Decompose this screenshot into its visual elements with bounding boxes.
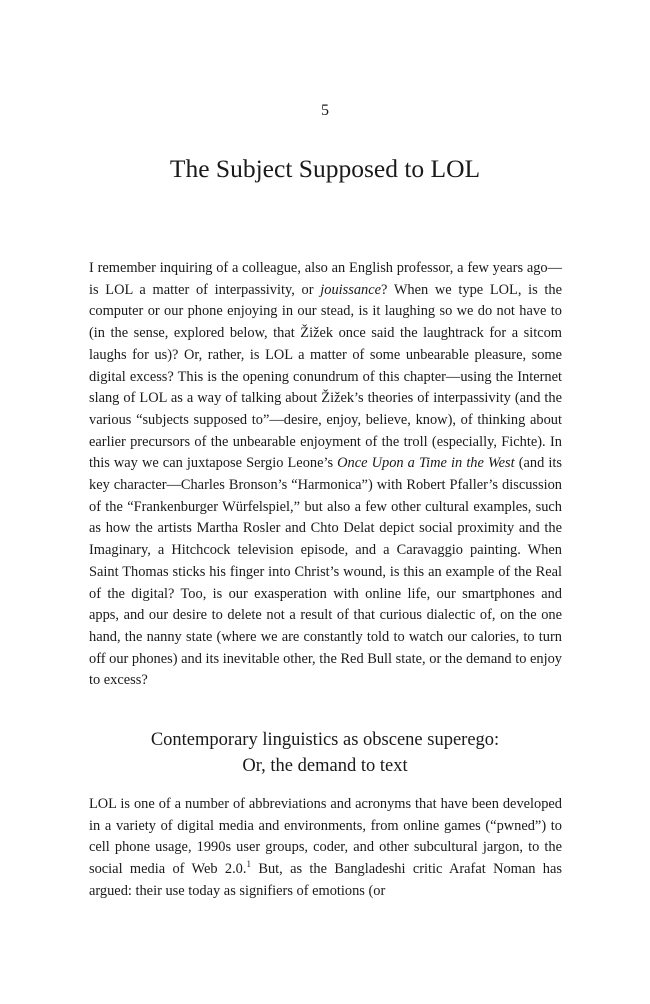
footnote-reference[interactable]: 1: [246, 859, 251, 870]
section-text-2: But, as the Bangladeshi critic Arafat Noman has argued: their use today as signifiers of emotions (or: [89, 861, 562, 899]
intro-italic-film-title: Once Upon a Time in the West: [337, 455, 515, 472]
intro-text-3: (and its key character—Charles Bronson’s “Harmonica”) with Robert Pfaller’s discussion of the “Frankenburger Würfelspiel,” but also a few other cultural examples, such as how the artists Martha Rosler and Chto Delat depict social proximity and the Imaginary, a Hitchcock television episode, and a Caravaggio painting. When Saint Thomas sticks his finger into Christ’s wound, is this an example of the Real of the digital? Too, is our exasperation with online life, our smartphones and apps, and our desire to delete not a result of that curious dialectic of, on the one hand, the nanny state (where we are constantly told to watch our calories, to turn off our phones) and its inevitable other, the Red Bull state, or the demand to enjoy to excess?: [89, 455, 562, 689]
section-heading: [0, 727, 650, 779]
section-paragraph: [89, 794, 562, 903]
chapter-title: The Subject Supposed to LOL: [169, 154, 481, 183]
section-text-1: LOL is one of a number of abbreviations and acronyms that have been developed in a variety of digital media and environments, from online games (“pwned”) to cell phone usage, 1990s user groups, coder, and other subcultural jargon, to the social media of Web 2.0.: [89, 796, 562, 878]
chapter-number: 5: [321, 102, 329, 119]
intro-text-1: I remember inquiring of a colleague, also an English professor, a few years ago—is LOL a matter of interpassivity, or: [89, 260, 562, 298]
section-heading-line1: Contemporary linguistics as obscene superego:: [150, 730, 500, 750]
intro-text-2: ? When we type LOL, is the computer or our phone enjoying in our stead, is it laughing so we do not have to (in the sense, explored below, that Žižek once said the laughtrack for a sitcom laughs for us)? Or, rather, is LOL a matter of some unbearable pleasure, some digital excess? This is the opening conundrum of this chapter—using the Internet slang of LOL as a way of talking about Žižek’s theories of interpassivity (and the various “subjects supposed to”—desire, enjoy, believe, know), of thinking about earlier precursors of the unbearable enjoyment of the troll (especially, Fichte). In this way we can juxtapose Sergio Leone’s: [89, 281, 562, 472]
intro-paragraph: [89, 258, 562, 692]
section-heading-line2: Or, the demand to text: [242, 756, 408, 776]
intro-italic-jouissance: jouissance: [320, 281, 382, 298]
